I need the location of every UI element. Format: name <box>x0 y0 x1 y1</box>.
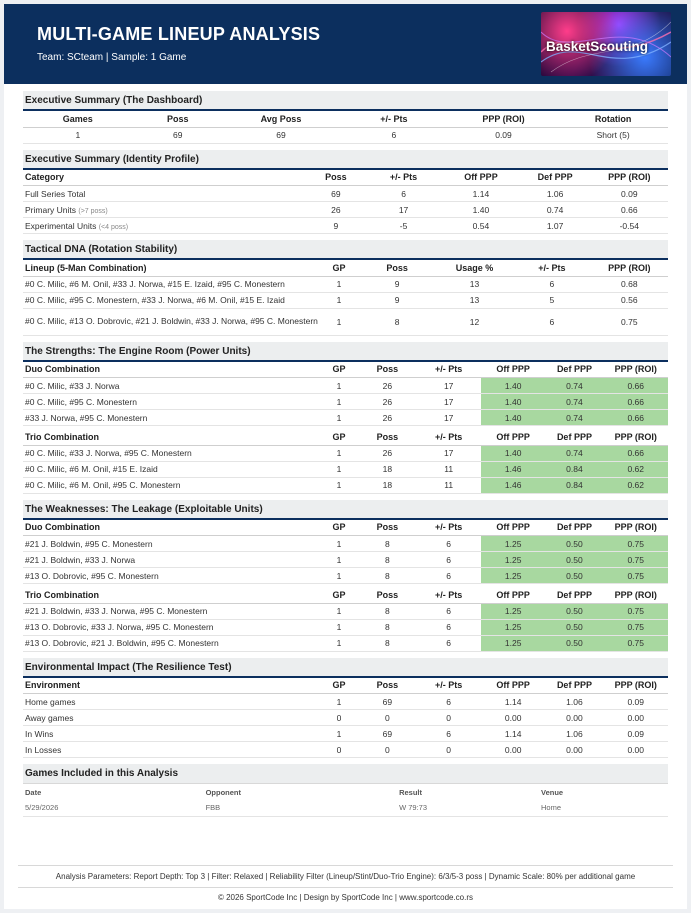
table-cell: 0.09 <box>603 726 668 742</box>
strengths-section <box>23 342 668 494</box>
table-cell: 17 <box>416 445 481 461</box>
table-cell: 1.06 <box>545 726 603 742</box>
table-row <box>23 202 668 218</box>
category-name: Primary Units <box>25 204 77 215</box>
table-cell: 0 <box>358 710 416 726</box>
category-note: (>7 poss) <box>78 207 108 215</box>
table-row <box>23 292 668 308</box>
table-cell: 8 <box>358 635 416 651</box>
table-cell: 0.09 <box>449 127 559 143</box>
analysis-parameters: Analysis Parameters: Report Depth: Top 3 | Filter: Relaxed | Reliability Filter (Lineup/Stint/Duo-Trio Engine): 6/3/5-3 poss | Dynamic Scale: 80% per additional game <box>55 872 636 881</box>
highlight-cell: 0.74 <box>545 445 603 461</box>
table-cell: 0.09 <box>591 186 668 202</box>
table-cell: 0.00 <box>545 742 603 758</box>
table-cell: 1.14 <box>481 694 546 710</box>
table-cell: 17 <box>416 378 481 394</box>
basketscouting-logo <box>541 12 671 76</box>
category-name: Experimental Units <box>25 220 97 231</box>
column-header: +/- Pts <box>416 520 481 536</box>
column-header: Off PPP <box>481 429 546 445</box>
table-cell: 6 <box>513 276 590 292</box>
highlight-cell: 0.75 <box>603 635 668 651</box>
table-cell: 0.75 <box>591 308 668 335</box>
table-row <box>23 394 668 410</box>
lineup-cell: #0 C. Milic, #95 C. Monestern, #33 J. Norwa, #6 M. Onil, #15 E. Izaid <box>23 292 320 308</box>
table-cell: 0.00 <box>481 710 546 726</box>
table-row <box>23 552 668 568</box>
column-header: Duo Combination <box>23 362 320 378</box>
table-cell: 1 <box>320 536 359 552</box>
table-cell: 11 <box>416 461 481 477</box>
highlight-cell: 1.25 <box>481 552 546 568</box>
combination-cell: #33 J. Norwa, #95 C. Monestern <box>23 410 320 426</box>
table-cell: 6 <box>513 308 590 335</box>
combination-cell: #21 J. Boldwin, #95 C. Monestern <box>23 536 320 552</box>
table-cell: 1 <box>320 461 359 477</box>
column-header: Date <box>25 787 42 797</box>
table-cell: 69 <box>358 726 416 742</box>
column-header: PPP (ROI) <box>603 520 668 536</box>
column-header: Poss <box>358 260 435 276</box>
table-cell: 12 <box>436 308 513 335</box>
table-cell: 6 <box>416 726 481 742</box>
table-cell: 0.00 <box>481 742 546 758</box>
logo-text: BasketScouting <box>546 39 649 54</box>
column-header: Usage % <box>436 260 513 276</box>
column-header: Poss <box>358 429 416 445</box>
table-cell: 69 <box>307 186 365 202</box>
table-cell: 1 <box>320 603 359 619</box>
column-header: Lineup (5-Man Combination) <box>23 260 320 276</box>
table-cell: 0.00 <box>603 710 668 726</box>
dashboard-title: Executive Summary (The Dashboard) <box>23 91 668 111</box>
column-header: Poss <box>307 170 365 186</box>
column-header: Opponent <box>205 787 242 797</box>
table-header-row <box>23 520 668 536</box>
highlight-cell: 0.84 <box>545 477 603 493</box>
table-cell: 1 <box>320 694 359 710</box>
report-subtitle: Team: SCteam | Sample: 1 Game <box>37 52 187 63</box>
row-label <box>23 186 307 202</box>
environment-section <box>23 658 668 759</box>
column-header: Avg Poss <box>223 111 339 127</box>
table-cell: 9 <box>358 292 435 308</box>
table-header-row <box>23 170 668 186</box>
table-cell: 18 <box>358 461 416 477</box>
column-header: Poss <box>358 362 416 378</box>
table-cell: 69 <box>358 694 416 710</box>
table-row <box>23 800 668 816</box>
column-header: GP <box>320 260 359 276</box>
column-header: Environment <box>23 678 320 694</box>
highlight-cell: 1.25 <box>481 603 546 619</box>
column-header: +/- Pts <box>339 111 449 127</box>
highlight-cell: 0.75 <box>603 603 668 619</box>
highlight-cell: 1.40 <box>481 394 546 410</box>
table-cell: Short (5) <box>558 127 668 143</box>
table-row <box>23 461 668 477</box>
highlight-cell: 1.25 <box>481 568 546 584</box>
table-cell: 9 <box>307 218 365 234</box>
weaknesses-title: The Weaknesses: The Leakage (Exploitable Units) <box>23 500 668 520</box>
strengths-duo-table <box>23 362 668 427</box>
table-row <box>23 445 668 461</box>
table-cell: 17 <box>365 202 442 218</box>
dashboard-table <box>23 111 668 144</box>
combination-cell: #21 J. Boldwin, #33 J. Norwa, #95 C. Monestern <box>23 603 320 619</box>
column-header: Rotation <box>558 111 668 127</box>
table-cell: 6 <box>416 694 481 710</box>
strengths-trio-table <box>23 429 668 494</box>
table-cell: 0 <box>358 742 416 758</box>
table-cell: 1 <box>320 477 359 493</box>
table-header-row <box>23 678 668 694</box>
table-row <box>23 619 668 635</box>
table-cell: 6 <box>416 619 481 635</box>
table-cell: 0 <box>416 742 481 758</box>
table-cell: 6 <box>365 186 442 202</box>
highlight-cell: 0.75 <box>603 536 668 552</box>
table-cell: 6 <box>416 603 481 619</box>
table-cell: 0.74 <box>520 202 591 218</box>
table-cell: 0.56 <box>591 292 668 308</box>
highlight-cell: 0.74 <box>545 378 603 394</box>
table-cell: 69 <box>223 127 339 143</box>
column-header: Duo Combination <box>23 520 320 536</box>
table-cell: 26 <box>358 378 416 394</box>
table-cell: 1.14 <box>442 186 519 202</box>
lineup-cell: #0 C. Milic, #6 M. Onil, #33 J. Norwa, #15 E. Izaid, #95 C. Monestern <box>23 276 320 292</box>
column-header: Poss <box>358 520 416 536</box>
highlight-cell: 0.50 <box>545 619 603 635</box>
identity-title: Executive Summary (Identity Profile) <box>23 150 668 170</box>
table-cell: 1 <box>320 378 359 394</box>
table-cell: 1.07 <box>520 218 591 234</box>
table-cell: 6 <box>416 568 481 584</box>
table-cell: 0.66 <box>591 202 668 218</box>
column-header: Off PPP <box>481 520 546 536</box>
table-cell: 0.68 <box>591 276 668 292</box>
table-row <box>23 635 668 651</box>
footer-divider <box>18 887 673 888</box>
highlight-cell: 1.40 <box>481 445 546 461</box>
highlight-cell: 0.66 <box>603 394 668 410</box>
highlight-cell: 0.84 <box>545 461 603 477</box>
column-header: PPP (ROI) <box>449 111 559 127</box>
table-cell: 0.09 <box>603 694 668 710</box>
row-label <box>23 202 307 218</box>
table-row <box>23 603 668 619</box>
column-header: PPP (ROI) <box>603 587 668 603</box>
strengths-title: The Strengths: The Engine Room (Power Units) <box>23 342 668 362</box>
combination-cell: #21 J. Boldwin, #33 J. Norwa <box>23 552 320 568</box>
table-cell: 1.14 <box>481 726 546 742</box>
table-cell: 6 <box>416 536 481 552</box>
table-cell: 8 <box>358 308 435 335</box>
column-header: +/- Pts <box>416 362 481 378</box>
highlight-cell: 0.62 <box>603 461 668 477</box>
table-cell: 9 <box>358 276 435 292</box>
table-cell: 11 <box>416 477 481 493</box>
table-cell: 1.06 <box>545 694 603 710</box>
highlight-cell: 0.62 <box>603 477 668 493</box>
environment-cell: Home games <box>23 694 320 710</box>
tactical-title: Tactical DNA (Rotation Stability) <box>23 240 668 260</box>
footer-divider <box>18 865 673 866</box>
game-result: W 79:73 <box>397 800 539 816</box>
column-header: Off PPP <box>481 362 546 378</box>
table-cell: 1 <box>320 410 359 426</box>
table-header-row <box>23 362 668 378</box>
combination-cell: #13 O. Dobrovic, #21 J. Boldwin, #95 C. Monestern <box>23 635 320 651</box>
game-date: 5/29/2026 <box>23 800 204 816</box>
table-cell: 1 <box>320 308 359 335</box>
highlight-cell: 0.75 <box>603 619 668 635</box>
highlight-cell: 1.46 <box>481 477 546 493</box>
table-row <box>23 726 668 742</box>
column-header: GP <box>320 520 359 536</box>
table-cell: 1 <box>320 619 359 635</box>
highlight-cell: 0.50 <box>545 536 603 552</box>
table-cell: 0.54 <box>442 218 519 234</box>
table-cell: 1 <box>320 726 359 742</box>
column-header: Trio Combination <box>23 429 320 445</box>
identity-section <box>23 150 668 235</box>
highlight-cell: 1.25 <box>481 635 546 651</box>
combination-cell: #0 C. Milic, #6 M. Onil, #15 E. Izaid <box>23 461 320 477</box>
column-header: PPP (ROI) <box>603 362 668 378</box>
table-cell: 18 <box>358 477 416 493</box>
table-row <box>23 410 668 426</box>
environment-table <box>23 678 668 759</box>
table-cell: 1 <box>320 445 359 461</box>
combination-cell: #13 O. Dobrovic, #33 J. Norwa, #95 C. Monestern <box>23 619 320 635</box>
table-cell: 1 <box>320 552 359 568</box>
table-row <box>23 378 668 394</box>
table-row <box>23 127 668 143</box>
table-cell: 17 <box>416 410 481 426</box>
weaknesses-duo-table <box>23 520 668 585</box>
column-header: PPP (ROI) <box>603 429 668 445</box>
table-cell: 13 <box>436 276 513 292</box>
column-header: Off PPP <box>481 587 546 603</box>
report-title: MULTI-GAME LINEUP ANALYSIS <box>37 24 321 44</box>
highlight-cell: 1.40 <box>481 378 546 394</box>
tactical-table <box>23 260 668 336</box>
table-cell: 26 <box>358 394 416 410</box>
row-label <box>23 218 307 234</box>
identity-table <box>23 170 668 235</box>
column-header: Def PPP <box>545 587 603 603</box>
table-cell: 0.00 <box>603 742 668 758</box>
column-header: Def PPP <box>545 678 603 694</box>
tactical-section <box>23 240 668 336</box>
highlight-cell: 0.74 <box>545 410 603 426</box>
column-header: Category <box>23 170 307 186</box>
table-cell: 13 <box>436 292 513 308</box>
report-page <box>4 4 687 909</box>
lineup-cell: #0 C. Milic, #13 O. Dobrovic, #21 J. Boldwin, #33 J. Norwa, #95 C. Monestern <box>23 308 320 335</box>
column-header: GP <box>320 678 359 694</box>
table-cell: 8 <box>358 603 416 619</box>
table-row <box>23 568 668 584</box>
games-section <box>23 764 668 817</box>
table-row <box>23 218 668 234</box>
table-cell: -0.54 <box>591 218 668 234</box>
dashboard-section <box>23 91 668 144</box>
column-header: GP <box>320 429 359 445</box>
combination-cell: #0 C. Milic, #33 J. Norwa <box>23 378 320 394</box>
highlight-cell: 1.25 <box>481 619 546 635</box>
category-name: Full Series Total <box>25 188 86 199</box>
column-header: Poss <box>358 678 416 694</box>
column-header: Def PPP <box>545 362 603 378</box>
category-note: (<4 poss) <box>98 223 129 231</box>
table-cell: 6 <box>339 127 449 143</box>
column-header: Poss <box>358 587 416 603</box>
highlight-cell: 0.66 <box>603 378 668 394</box>
table-cell: 0.00 <box>545 710 603 726</box>
table-row <box>23 477 668 493</box>
highlight-cell: 1.46 <box>481 461 546 477</box>
table-cell: 26 <box>307 202 365 218</box>
column-header: +/- Pts <box>365 170 442 186</box>
table-row <box>23 536 668 552</box>
combination-cell: #0 C. Milic, #95 C. Monestern <box>23 394 320 410</box>
copyright: © 2026 SportCode Inc | Design by SportCode Inc | www.sportcode.co.rs <box>217 893 474 902</box>
combination-cell: #13 O. Dobrovic, #95 C. Monestern <box>23 568 320 584</box>
highlight-cell: 1.25 <box>481 536 546 552</box>
table-cell: 0 <box>320 710 359 726</box>
table-cell: 6 <box>416 552 481 568</box>
table-header-row <box>23 260 668 276</box>
games-table <box>23 784 668 817</box>
table-cell: 69 <box>133 127 223 143</box>
table-header-row <box>23 429 668 445</box>
column-header: Poss <box>133 111 223 127</box>
table-cell: 1.40 <box>442 202 519 218</box>
highlight-cell: 0.75 <box>603 568 668 584</box>
table-cell: 8 <box>358 536 416 552</box>
weaknesses-section <box>23 500 668 652</box>
highlight-cell: 0.50 <box>545 568 603 584</box>
environment-cell: Away games <box>23 710 320 726</box>
column-header: Off PPP <box>442 170 519 186</box>
game-opponent: FBB <box>204 800 398 816</box>
column-header: Off PPP <box>481 678 546 694</box>
table-cell: 26 <box>358 410 416 426</box>
table-cell: 1 <box>320 568 359 584</box>
column-header: GP <box>320 362 359 378</box>
table-cell: -5 <box>365 218 442 234</box>
environment-cell: In Wins <box>23 726 320 742</box>
column-header: +/- Pts <box>416 429 481 445</box>
table-cell: 26 <box>358 445 416 461</box>
table-cell: 8 <box>358 552 416 568</box>
table-row <box>23 186 668 202</box>
column-header: +/- Pts <box>416 587 481 603</box>
table-row <box>23 694 668 710</box>
table-header-row <box>23 587 668 603</box>
game-venue: Home <box>539 800 668 816</box>
column-header: Games <box>23 111 133 127</box>
highlight-cell: 0.50 <box>545 635 603 651</box>
highlight-cell: 0.66 <box>603 410 668 426</box>
table-header-row <box>23 784 668 800</box>
table-cell: 1 <box>320 394 359 410</box>
column-header: Trio Combination <box>23 587 320 603</box>
highlight-cell: 0.66 <box>603 445 668 461</box>
table-header-row <box>23 111 668 127</box>
environment-title: Environmental Impact (The Resilience Test) <box>23 658 668 678</box>
column-header: PPP (ROI) <box>591 260 668 276</box>
column-header: PPP (ROI) <box>603 678 668 694</box>
column-header: Def PPP <box>545 520 603 536</box>
column-header: GP <box>320 587 359 603</box>
column-header: Venue <box>540 787 564 797</box>
table-row <box>23 710 668 726</box>
column-header: PPP (ROI) <box>591 170 668 186</box>
table-cell: 1 <box>23 127 133 143</box>
table-cell: 8 <box>358 568 416 584</box>
column-header: +/- Pts <box>416 678 481 694</box>
highlight-cell: 1.40 <box>481 410 546 426</box>
table-cell: 1 <box>320 635 359 651</box>
table-row <box>23 742 668 758</box>
weaknesses-trio-table <box>23 587 668 652</box>
table-row <box>23 308 668 335</box>
table-cell: 8 <box>358 619 416 635</box>
table-cell: 6 <box>416 635 481 651</box>
column-header: +/- Pts <box>513 260 590 276</box>
column-header: Def PPP <box>520 170 591 186</box>
column-header: Def PPP <box>545 429 603 445</box>
highlight-cell: 0.50 <box>545 603 603 619</box>
table-cell: 1 <box>320 276 359 292</box>
games-title: Games Included in this Analysis <box>23 764 668 784</box>
combination-cell: #0 C. Milic, #33 J. Norwa, #95 C. Monestern <box>23 445 320 461</box>
table-cell: 0 <box>320 742 359 758</box>
column-header: Result <box>399 787 423 797</box>
table-cell: 0 <box>416 710 481 726</box>
highlight-cell: 0.74 <box>545 394 603 410</box>
table-cell: 17 <box>416 394 481 410</box>
table-cell: 5 <box>513 292 590 308</box>
highlight-cell: 0.50 <box>545 552 603 568</box>
report-header <box>4 4 687 84</box>
table-cell: 1 <box>320 292 359 308</box>
environment-cell: In Losses <box>23 742 320 758</box>
highlight-cell: 0.75 <box>603 552 668 568</box>
combination-cell: #0 C. Milic, #6 M. Onil, #95 C. Monestern <box>23 477 320 493</box>
table-cell: 1.06 <box>520 186 591 202</box>
table-row <box>23 276 668 292</box>
